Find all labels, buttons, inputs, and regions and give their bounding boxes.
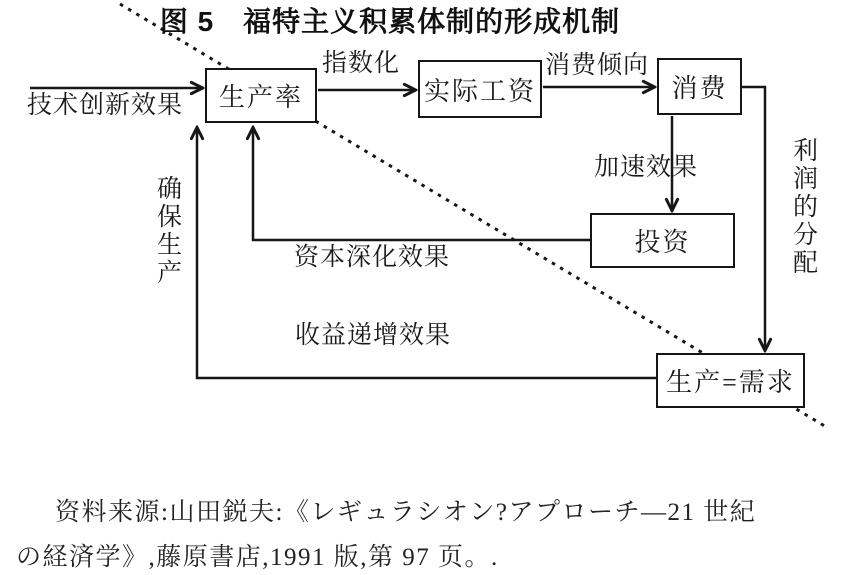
source-citation-line1: 资料来源:山田鋭夫:《レギュラシオン?アプローチ—21 世紀 [55,499,757,526]
node-consumption: 消费 [657,58,742,115]
edge-label-acceleration: 加速效果 [594,154,699,181]
edge-label-tech-innovation: 技术创新效果 [27,92,184,119]
edge-label-indexation: 指数化 [322,50,401,77]
node-production-demand: 生产=需求 [656,353,805,408]
node-productivity: 生产率 [205,68,317,123]
source-citation-line2: の経済学》,藤原書店,1991 版,第 97 页。. [16,544,499,571]
figure-caption: 图 5 福特主义积累体制的形成机制 [159,6,621,37]
edge-label-increasing-returns: 收益递增效果 [295,322,452,349]
edge-label-capital-deepening: 资本深化效果 [294,244,451,271]
edge-label-consumption-propensity: 消费倾向 [545,52,650,79]
edge-label-ensure-production: 确保生产 [153,175,181,287]
arrow-consumption-to-production-demand-profit-path [742,87,765,350]
node-real-wages: 实际工资 [418,60,542,118]
edge-label-profit-distribution: 利润的分配 [789,137,817,277]
arrow-investment-to-productivity-capital-deepening-path [253,128,590,240]
node-investment: 投资 [590,213,735,268]
